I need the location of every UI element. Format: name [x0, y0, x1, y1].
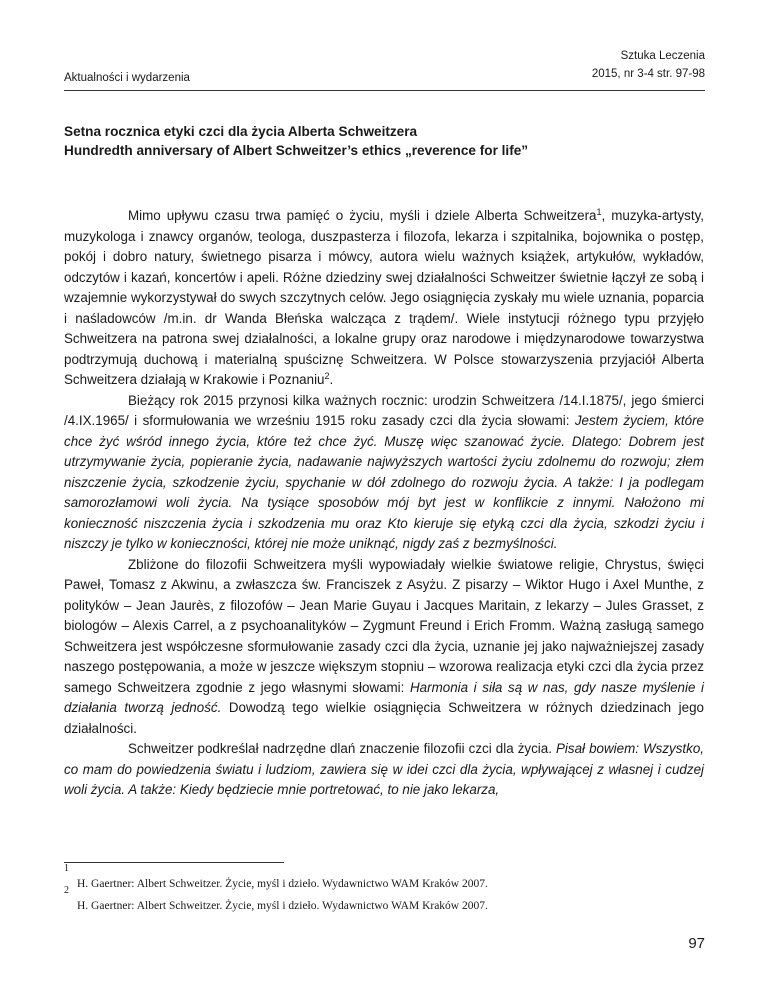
paragraph-text: Zbliżone do filozofii Schweitzera myśli wypowiadały wielkie światowe religie, Chrystus, święci Paweł, Tomasz z Akwinu, a zwłaszcza św. Franciszek z Asyżu. Z pisarzy – Wiktor Hugo i Axel Munthe, z polityków – Jean Jaurès, z filozofów – Jean Marie Guyau i Jacques Maritain, z lekarzy – Jules Grasset, z biologów – Alexis Carrel, a z psychoanalityków – Zygmunt Freund i Erich Fromm. Ważną zasługą samego Schweitzera jest współczesne sformułowanie zasady czci dla życia, uznanie jej jako najważniejszej zasady naszego postępowania, a może w jeszcze większym stopniu – wzorowa realizacja etyki czci dla życia przez samego Schweitzera zgodnie z jego własnymi słowami: [64, 556, 704, 695]
paragraph-3 [64, 555, 704, 740]
paragraph-2 [64, 391, 704, 555]
quote-text: Jestem życiem, które chce żyć wśród innego życia, które też chce żyć. Muszę więc szanować życie. Dlatego: Dobrem jest utrzymywanie życia, popieranie życia, nadawanie najwyższych wartości życiu zdolnemu do rozwoju; złem niszczenie życia, szkodzenie życiu, spychanie w dół zdolnego do rozwoju życia. A także: I ja podlegam samorozłamowi woli życia. Na tysiące sposobów mój byt jest w konflikcie z innymi. Nałożono mi konieczność niszczenia życia i szkodzenia mu oraz Kto kieruje się etyką czci dla życia, szkodzi życiu i niszczy je tylko w konieczności, której nie może uniknąć, nigdy zaś z bezmyślności. [64, 413, 704, 551]
title-english: Hundredth anniversary of Albert Schweitzer’s ethics „reverence for life” [64, 143, 529, 158]
section-label: Aktualności i wydarzenia [64, 72, 190, 84]
title-polish: Setna rocznica etyki czci dla życia Alberta Schweitzera [64, 124, 418, 139]
paragraph-text: Dowodzą tego wielkie osiągnięcia Schweitzera w różnych dziedzinach jego działalności. [64, 700, 704, 736]
journal-info [592, 47, 705, 83]
header-rule [64, 90, 705, 91]
footnote-2 [64, 885, 704, 917]
footnote-ref-2: 2 [324, 371, 330, 381]
paragraph-4 [64, 739, 704, 801]
paragraph-text: Schweitzer podkreślał nadrzędne dlań znaczenie filozofii czci dla życia. [128, 741, 556, 756]
paragraph-1 [64, 206, 704, 391]
footnote-rule [64, 862, 284, 863]
paragraph-text: Bieżący rok 2015 przynosi kilka ważnych rocznic: urodzin Schweitzera /14.I.1875/, jego śmierci /4.IX.1965/ i sformułowania we wrześniu 1915 roku zasady czci dla życia słowami: [64, 392, 704, 428]
footnote-number: 2 [64, 885, 69, 896]
article-body [64, 206, 704, 801]
quote-text: Pisał bowiem: Wszystko, co mam do powiedzenia światu i ludziom, zawiera się w idei czci dla życia, wpływającej z własnej i cudzej woli życia. A także: Kiedy będziecie mnie portretować, to nie jako lekarza, [64, 741, 704, 797]
paragraph-text: . [329, 372, 334, 387]
journal-issue: 2015, nr 3-4 str. 97-98 [591, 68, 705, 80]
journal-title: Sztuka Leczenia [620, 50, 705, 62]
footnote-text: H. Gaertner: Albert Schweitzer. Życie, myśl i dzieło. Wydawnictwo WAM Kraków 2007. [77, 900, 488, 912]
footnote-text: H. Gaertner: Albert Schweitzer. Życie, myśl i dzieło. Wydawnictwo WAM Kraków 2007. [77, 878, 488, 890]
paragraph-text: Mimo upływu czasu trwa pamięć o życiu, myśli i dziele Alberta Schweitzera [128, 208, 597, 223]
quote-text: Harmonia i siła są w nas, gdy nasze myślenie i działania tworzą jedność. [64, 679, 705, 715]
footnotes [64, 863, 704, 917]
paragraph-text: , muzyka-artysty, muzykologa i znawcy organów, teologa, duszpasterza i filozofa, lekarza i szpitalnika, bojownika o postęp, pokój i dobro natury, świetnego pisarza i mówcy, autora wielu ważnych książek, artykułów, wykładów, odczytów i kazań, koncertów i apeli. Różne dziedziny swej działalności Schweitzer świetnie łączył ze sobą i wzajemnie wykorzystywał do swych szczytnych celów. Jego osiągnięcia zyskały mu wiele uznania, poparcia i naśladowców /m.in. dr Wanda Błeńska walcząca z trądem/. Wiele instytucji różnego typu przyjęło Schweitzera na patrona swej działalności, a lokalne grupy oraz narodowe i międzynarodowe towarzystwa podtrzymują duchową i materialną spuściznę Schweitzera. W Polsce stowarzyszenia przyjaciół Alberta Schweitzera działają w Krakowie i Poznaniu [64, 208, 704, 387]
footnote-number: 1 [64, 863, 69, 874]
footnote-1 [64, 863, 704, 895]
page-number: 97 [688, 935, 705, 952]
footnote-ref-1: 1 [596, 207, 602, 217]
article-titles [64, 122, 704, 160]
